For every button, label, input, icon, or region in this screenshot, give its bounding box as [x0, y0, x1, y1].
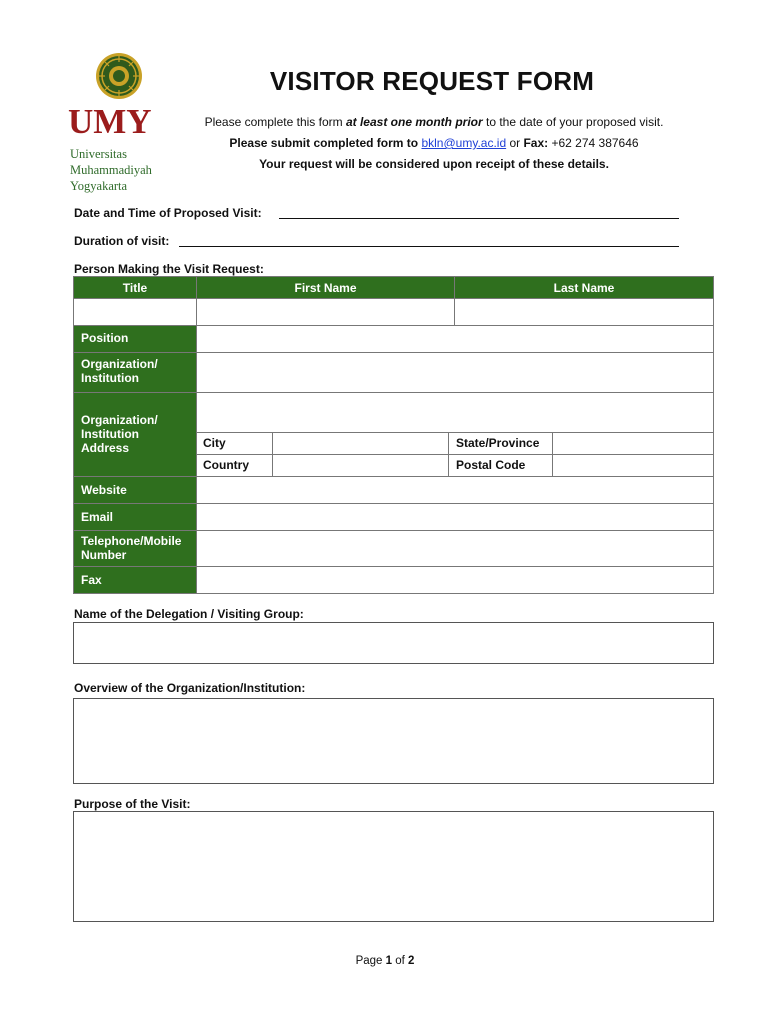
state-label: State/Province: [456, 436, 540, 450]
instruction-text: to the date of your proposed visit.: [482, 115, 664, 129]
email-link[interactable]: bkln@umy.ac.id: [421, 136, 507, 150]
instruction-line-3: Your request will be considered upon receipt of these details.: [259, 157, 609, 171]
date-time-field[interactable]: [279, 218, 679, 219]
fax-label: Fax:: [523, 136, 552, 150]
city-label: City: [203, 436, 226, 450]
page-word: Page: [355, 955, 386, 967]
telephone-label: Telephone/Mobile Number: [73, 530, 197, 567]
first-name-input[interactable]: [196, 298, 455, 326]
overview-input[interactable]: [73, 698, 714, 784]
organization-label: Organization/ Institution: [73, 352, 197, 393]
column-header-last-name: Last Name: [454, 276, 714, 299]
date-time-label: Date and Time of Proposed Visit:: [74, 206, 262, 220]
instruction-emphasis: at least one month prior: [345, 115, 483, 129]
postal-label-cell: [448, 454, 553, 477]
postal-input[interactable]: [552, 454, 714, 477]
state-label-cell: [448, 432, 553, 455]
position-input[interactable]: [196, 325, 714, 353]
purpose-input[interactable]: [73, 811, 714, 922]
duration-label: Duration of visit:: [74, 234, 170, 248]
telephone-input[interactable]: [196, 530, 714, 567]
page-number: [0, 955, 770, 967]
logo-university-name: [70, 146, 152, 194]
title-input[interactable]: [73, 298, 197, 326]
overview-label: Overview of the Organization/Institution:: [74, 681, 306, 695]
of-word: of: [392, 955, 409, 967]
instruction-line-1: [184, 115, 684, 129]
fax-number: +62 274 387646: [551, 136, 639, 150]
or-text: or: [506, 136, 524, 150]
logo-line: Muhammadiyah: [70, 163, 152, 177]
total-pages: 2: [408, 955, 415, 967]
position-label: Position: [73, 325, 197, 353]
instruction-line-2: [184, 136, 684, 150]
duration-field[interactable]: [179, 246, 679, 247]
email-input[interactable]: [196, 503, 714, 531]
logo-brand: UMY: [68, 102, 152, 141]
last-name-input[interactable]: [454, 298, 714, 326]
delegation-label: Name of the Delegation / Visiting Group:: [74, 607, 304, 621]
instruction-text: Please complete this form: [204, 115, 346, 129]
column-header-title: Title: [73, 276, 197, 299]
website-label: Website: [73, 476, 197, 504]
umy-logo: [68, 52, 178, 192]
page-title: VISITOR REQUEST FORM: [269, 66, 595, 96]
logo-line: Yogyakarta: [70, 179, 128, 193]
organization-input[interactable]: [196, 352, 714, 393]
university-seal-icon: [95, 52, 143, 100]
country-input[interactable]: [272, 454, 449, 477]
person-section-label: Person Making the Visit Request:: [74, 262, 264, 276]
email-label: Email: [73, 503, 197, 531]
logo-line: Universitas: [70, 147, 127, 161]
country-label-cell: [196, 454, 273, 477]
submit-text: Please submit completed form to: [229, 136, 422, 150]
column-header-first-name: First Name: [196, 276, 455, 299]
postal-label: Postal Code: [456, 458, 526, 472]
city-label-cell: [196, 432, 273, 455]
delegation-input[interactable]: [73, 622, 714, 664]
current-page: 1: [385, 955, 393, 967]
fax-label: Fax: [73, 566, 197, 594]
website-input[interactable]: [196, 476, 714, 504]
country-label: Country: [203, 458, 249, 472]
purpose-label: Purpose of the Visit:: [74, 797, 191, 811]
org-address-label: Organization/ Institution Address: [73, 392, 197, 477]
fax-input[interactable]: [196, 566, 714, 594]
org-address-input[interactable]: [196, 392, 714, 433]
city-input[interactable]: [272, 432, 449, 455]
state-input[interactable]: [552, 432, 714, 455]
